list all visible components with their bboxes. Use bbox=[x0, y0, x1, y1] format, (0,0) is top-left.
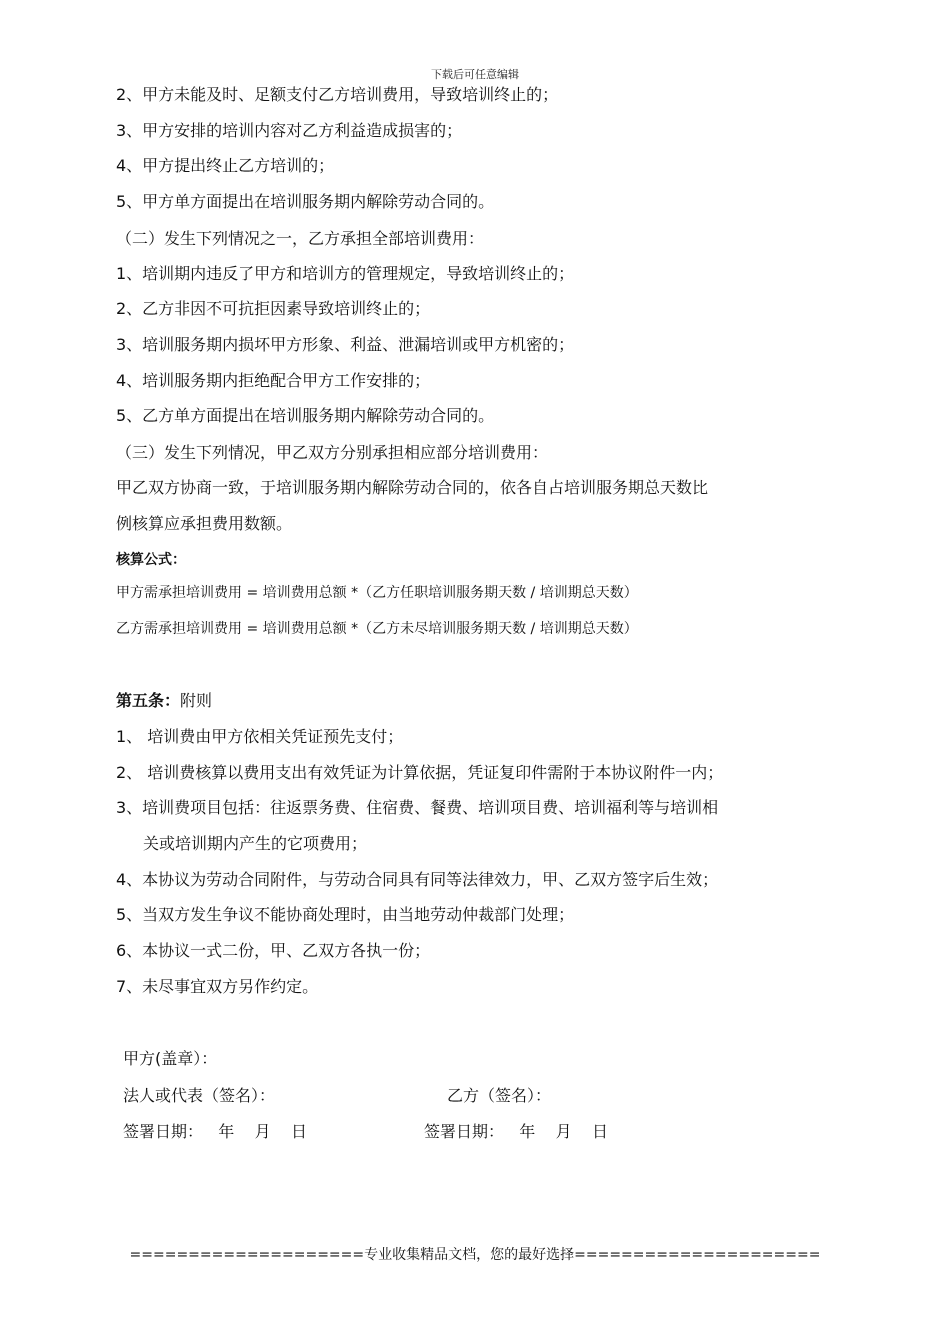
article-label: 第五条： bbox=[116, 691, 181, 710]
formula-title: 核算公式： bbox=[116, 552, 186, 568]
list-item: 6、本协议一式二份，甲、乙双方各执一份； bbox=[116, 941, 431, 960]
formula-line: 乙方需承担培训费用 = 培训费用总额 *（乙方未尽培训服务期天数 / 培训期总天数） bbox=[116, 621, 638, 637]
list-item: 4、本协议为劳动合同附件，与劳动合同具有同等法律效力，甲、乙双方签字后生效； bbox=[116, 870, 719, 889]
subheading: （二）发生下列情况之一，乙方承担全部培训费用： bbox=[116, 229, 485, 248]
party-a-seal: 甲方(盖章）： bbox=[123, 1049, 218, 1068]
list-item: 3、培训服务期内损坏甲方形象、利益、泄漏培训或甲方机密的； bbox=[116, 335, 575, 354]
paragraph-line: 甲乙双方协商一致，于培训服务期内解除劳动合同的，依各自占培训服务期总天数比 bbox=[116, 478, 709, 497]
list-item: 1、 培训费由甲方依相关凭证预先支付； bbox=[116, 727, 404, 746]
list-item: 1、培训期内违反了甲方和培训方的管理规定，导致培训终止的； bbox=[116, 264, 575, 283]
formula-line: 甲方需承担培训费用 = 培训费用总额 *（乙方任职培训服务期天数 / 培训期总天数） bbox=[116, 585, 638, 601]
list-item: 2、乙方非因不可抗拒因素导致培训终止的； bbox=[116, 299, 431, 318]
party-b-date: 签署日期： 年 月 日 bbox=[424, 1122, 608, 1141]
list-item: 2、 培训费核算以费用支出有效凭证为计算依据，凭证复印件需附于本协议附件一内； bbox=[116, 763, 724, 782]
list-item: 2、甲方未能及时、足额支付乙方培训费用，导致培训终止的； bbox=[116, 85, 559, 104]
subheading: （三）发生下列情况，甲乙双方分别承担相应部分培训费用： bbox=[116, 443, 549, 462]
list-item: 5、乙方单方面提出在培训服务期内解除劳动合同的。 bbox=[116, 406, 495, 425]
list-item: 4、培训服务期内拒绝配合甲方工作安排的； bbox=[116, 371, 431, 390]
list-item-continuation: 关或培训期内产生的它项费用； bbox=[143, 834, 368, 853]
list-item: 3、培训费项目包括：往返票务费、住宿费、餐费、培训项目费、培训福利等与培训相 bbox=[116, 798, 719, 817]
page-header-note: 下载后可任意编辑 bbox=[431, 68, 519, 81]
list-item: 3、甲方安排的培训内容对乙方利益造成损害的； bbox=[116, 121, 463, 140]
party-a-date: 签署日期： 年 月 日 bbox=[123, 1122, 307, 1141]
party-a-representative: 法人或代表（签名）： bbox=[123, 1086, 276, 1105]
article-title: 附则 bbox=[180, 691, 213, 710]
party-b-signature: 乙方（签名）： bbox=[447, 1086, 552, 1105]
list-item: 4、甲方提出终止乙方培训的； bbox=[116, 156, 335, 175]
list-item: 5、甲方单方面提出在培训服务期内解除劳动合同的。 bbox=[116, 192, 495, 211]
list-item: 7、未尽事宜双方另作约定。 bbox=[116, 977, 319, 996]
page-footer: ====================专业收集精品文档，您的最好选择===================== bbox=[129, 1247, 821, 1263]
article-heading bbox=[116, 690, 212, 712]
paragraph-line: 例核算应承担费用数额。 bbox=[116, 514, 293, 533]
list-item: 5、当双方发生争议不能协商处理时，由当地劳动仲裁部门处理； bbox=[116, 905, 575, 924]
